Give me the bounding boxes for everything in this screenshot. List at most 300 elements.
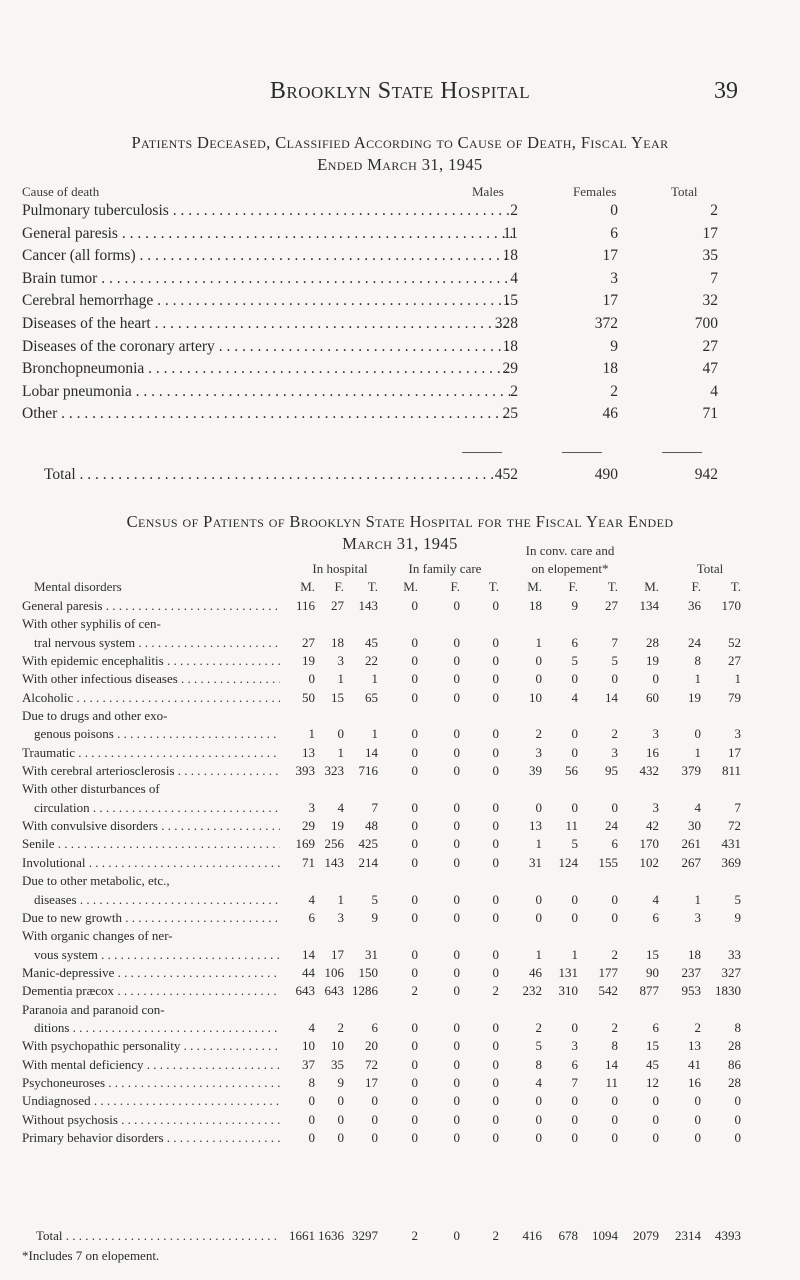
census-value: 134 [639,598,659,613]
cause-label: Other . . . [22,405,512,423]
census-value: 0 [453,964,460,980]
total-value: 71 [702,405,718,423]
census-value: 5 [611,653,618,669]
census-value: 13 [688,1038,701,1054]
females-value: 17 [602,292,618,310]
disorder-label [22,964,280,982]
females-value: 0 [610,202,618,219]
census-value: 131 [558,964,578,980]
census-value: 0 [453,763,460,779]
census-value: 5 [571,836,578,852]
column-header: T. [367,579,378,594]
census-title-line-1: Census of Patients of Brooklyn State Hospital for the Fiscal Year Ended [126,512,674,531]
census-value: 169 [295,836,315,852]
total-males: 452 [494,466,518,483]
census-value: 10 [529,689,542,705]
census-value: 1 [337,671,344,687]
females-value: 18 [602,360,618,378]
census-value: 0 [411,634,418,650]
census-value: 3 [571,1038,578,1054]
census-value: 0 [453,689,460,705]
census-value: 17 [365,1074,378,1090]
disorder-label [22,1056,280,1074]
census-value: 1 [371,726,378,742]
females-value: 2 [610,382,618,400]
census-value: 310 [558,983,578,999]
census-value: 2 [611,946,618,962]
census-value: 0 [411,891,418,907]
census-value: 6 [571,1056,578,1072]
males-value: 11 [503,224,518,242]
disorder-row [22,909,782,927]
census-value: 5 [371,891,378,907]
census-value: 0 [411,671,418,687]
census-value: 3 [694,909,701,925]
disorder-row [22,854,782,872]
census-value: 811 [721,763,741,779]
total-value: 700 [694,314,718,332]
census-value: 0 [411,836,418,852]
column-header: T. [730,579,741,594]
disorder-label [22,670,280,688]
page-header [0,78,800,118]
males-value: 18 [502,247,518,265]
census-value: 0 [492,634,499,650]
census-value: 0 [411,909,418,925]
disorder-label [22,780,280,817]
census-value: 0 [694,1111,701,1127]
disorder-label-line: Manic-depressive . . . [22,964,280,982]
census-value: 6 [611,836,618,852]
census-value: 0 [492,671,499,687]
disorder-label [22,1092,280,1110]
deaths-table-title [0,132,800,176]
census-value: 2 [492,983,499,999]
header-cause: Cause of death [22,184,100,199]
disorder-label [22,689,280,707]
census-value: 1 [337,744,344,760]
disorder-label [22,744,280,762]
census-value: 124 [558,854,578,870]
disorder-label-line: With other infectious diseases . . . [22,670,280,688]
cause-row [22,202,762,225]
census-value: 0 [411,964,418,980]
census-value: 28 [646,634,659,650]
census-value: 0 [411,744,418,760]
header-mental-disorders: Mental disorders [34,579,122,594]
disorder-label-line: Dementia præcox . . . [22,982,280,1000]
census-value: 19 [331,818,344,834]
census-value: 0 [453,854,460,870]
census-value: 3 [652,726,659,742]
census-value: 36 [688,598,701,613]
census-value: 953 [681,983,701,999]
census-total-value: 416 [522,1228,542,1243]
disorder-label-line: With other disturbances of [22,781,160,797]
census-value: 4 [337,799,344,815]
census-value: 0 [492,854,499,870]
census-value: 15 [331,689,344,705]
disorder-label-line: Senile . . . [22,835,280,853]
census-value: 170 [639,836,659,852]
disorder-row [22,1037,782,1055]
census-value: 71 [302,854,315,870]
census-value: 0 [535,909,542,925]
census-value: 542 [598,983,618,999]
disorder-row [22,1111,782,1129]
cause-label: Diseases of the coronary artery . . . [22,338,512,356]
disorder-label [22,1001,280,1038]
census-value: 19 [302,653,315,669]
census-value: 22 [365,653,378,669]
census-value: 0 [492,946,499,962]
census-value: 27 [331,598,344,613]
disorder-label [22,762,280,780]
census-value: 8 [308,1074,315,1090]
column-header: F. [568,579,578,594]
group-family-care: In family care [408,561,482,576]
census-value: 0 [308,1111,315,1127]
census-value: 0 [571,1019,578,1035]
header-females: Females [573,184,617,199]
disorder-row [22,1001,782,1038]
column-header: F. [450,579,460,594]
disorder-label-line: With organic changes of ner- [22,928,173,944]
census-total-value: 2314 [675,1228,701,1243]
census-value: 0 [571,1111,578,1127]
census-value: 0 [411,818,418,834]
census-value: 0 [308,1129,315,1145]
total-value: 47 [702,360,718,378]
census-value: 18 [331,634,344,650]
disorder-row [22,817,782,835]
disorder-row [22,835,782,853]
census-value: 24 [605,818,618,834]
census-value: 52 [728,634,741,650]
footnote: *Includes 7 on elopement. [22,1248,160,1263]
census-value: 0 [411,689,418,705]
census-value: 0 [492,653,499,669]
group-total: Total [696,561,724,576]
males-value: 2 [510,382,518,400]
census-value: 0 [492,689,499,705]
census-value: 0 [652,671,659,687]
deaths-table-header [22,184,762,202]
census-value: 431 [721,836,741,852]
census-value: 1 [694,671,701,687]
disorder-row [22,615,782,652]
census-value: 27 [302,634,315,650]
census-value: 14 [605,689,618,705]
total-value: 2 [710,202,718,219]
total-value: 32 [702,292,718,310]
cause-row [22,405,762,428]
cause-row [22,338,762,361]
disorder-label-line: Undiagnosed . . . [22,1092,280,1110]
census-total-label: Total . . . [36,1228,276,1244]
column-header: M. [527,579,542,594]
census-value: 0 [411,1074,418,1090]
census-value: 72 [365,1056,378,1072]
census-value: 19 [646,653,659,669]
census-value: 4 [571,689,578,705]
cause-row [22,270,762,293]
disorder-label-line: With mental deficiency . . . [22,1056,280,1074]
census-value: 0 [571,799,578,815]
disorder-label [22,1129,280,1147]
males-value: 2 [510,202,518,219]
census-subheader [22,579,782,597]
census-value: 6 [652,909,659,925]
census-value: 0 [453,653,460,669]
disorder-label-line: Due to new growth . . . [22,909,280,927]
disorder-row [22,964,782,982]
census-value: 0 [571,1129,578,1145]
census-value: 20 [365,1038,378,1054]
disorder-row [22,689,782,707]
census-value: 0 [411,763,418,779]
census-value: 2 [611,1019,618,1035]
column-header: T. [607,579,618,594]
disorder-label-line: ditions . . . [22,1019,280,1037]
disorder-label [22,909,280,927]
census-value: 0 [411,726,418,742]
census-value: 0 [611,799,618,815]
census-value: 116 [295,598,315,613]
census-value: 0 [411,1019,418,1035]
census-value: 3 [337,909,344,925]
rule-total [662,452,702,453]
census-value: 0 [492,818,499,834]
census-value: 13 [529,818,542,834]
census-value: 5 [571,653,578,669]
census-value: 19 [688,689,701,705]
census-value: 0 [308,1093,315,1109]
census-value: 0 [371,1093,378,1109]
census-value: 432 [639,763,659,779]
column-header: T. [488,579,499,594]
disorder-label [22,872,280,909]
census-value: 0 [492,891,499,907]
census-value: 13 [302,744,315,760]
census-value: 1 [571,946,578,962]
census-value: 44 [302,964,315,980]
census-value: 72 [728,818,741,834]
total-all: 942 [694,466,718,483]
census-value: 2 [337,1019,344,1035]
disorder-label-line: Paranoia and paranoid con- [22,1001,165,1017]
column-header: M. [644,579,659,594]
census-value: 150 [358,964,378,980]
disorder-label-line: diseases . . . [22,891,280,909]
census-value: 10 [331,1038,344,1054]
census-value: 3 [734,726,741,742]
census-value: 0 [571,671,578,687]
census-value: 0 [411,1129,418,1145]
cause-row [22,292,762,315]
census-value: 27 [728,653,741,669]
census-value: 30 [688,818,701,834]
disorder-label-line: Due to drugs and other exo- [22,708,168,724]
census-value: 0 [453,836,460,852]
census-value: 0 [492,1129,499,1145]
census-value: 33 [728,946,741,962]
census-table-title [0,511,800,555]
disorder-label-line: With epidemic encephalitis . . . [22,652,280,670]
census-value: 0 [492,744,499,760]
census-value: 2 [411,983,418,999]
disorder-row [22,1074,782,1092]
census-total-value: 2 [492,1228,499,1243]
census-value: 327 [721,964,741,980]
census-total-value: 0 [453,1228,460,1243]
census-value: 15 [646,946,659,962]
census-value: 0 [453,1111,460,1127]
census-table [22,597,782,1147]
census-value: 10 [302,1038,315,1054]
census-value: 16 [646,744,659,760]
disorder-label-line: Without psychosis . . . [22,1111,280,1129]
census-value: 1 [694,744,701,760]
disorder-label-line: Alcoholic . . . [22,689,280,707]
cause-label: Cancer (all forms) . . . [22,247,512,265]
disorder-label-line: Traumatic . . . [22,744,280,762]
disorder-label-line: Primary behavior disorders . . . [22,1129,280,1147]
disorder-row [22,927,782,964]
rule-males [462,452,502,453]
census-value: 79 [728,689,741,705]
census-value: 6 [308,909,315,925]
census-value: 37 [302,1056,315,1072]
cause-label: Bronchopneumonia . . . [22,360,512,378]
census-value: 2 [535,1019,542,1035]
disorder-label-line: vous system . . . [22,946,280,964]
census-value: 86 [728,1056,741,1072]
disorder-row [22,1092,782,1110]
census-value: 6 [571,634,578,650]
females-value: 46 [602,405,618,423]
total-value: 4 [710,382,718,400]
disorder-label [22,927,280,964]
disorder-row [22,1129,782,1147]
census-value: 0 [492,1038,499,1054]
disorder-row [22,762,782,780]
census-value: 8 [694,653,701,669]
census-value: 379 [681,763,701,779]
census-value: 3 [535,744,542,760]
census-value: 4 [308,891,315,907]
census-value: 14 [605,1056,618,1072]
census-value: 0 [734,1093,741,1109]
census-value: 7 [611,634,618,650]
census-value: 0 [492,964,499,980]
census-value: 8 [611,1038,618,1054]
census-value: 90 [646,964,659,980]
census-value: 0 [734,1111,741,1127]
cause-row [22,247,762,270]
census-value: 0 [611,891,618,907]
census-value: 177 [598,964,618,980]
census-value: 155 [598,854,618,870]
census-value: 4 [652,891,659,907]
disorder-row [22,670,782,688]
census-value: 0 [694,1093,701,1109]
census-value: 16 [688,1074,701,1090]
males-value: 29 [502,360,518,378]
total-females: 490 [594,466,618,483]
census-value: 28 [728,1074,741,1090]
census-value: 0 [535,799,542,815]
census-value: 65 [365,689,378,705]
disorder-label-line: With cerebral arteriosclerosis . . . [22,762,280,780]
disorder-label-line: With psychopathic personality . . . [22,1037,280,1055]
census-value: 0 [411,1056,418,1072]
disorder-label [22,707,280,744]
census-value: 0 [571,891,578,907]
census-total-value: 2079 [633,1228,659,1243]
census-value: 0 [611,1093,618,1109]
column-header: M. [300,579,315,594]
census-value: 0 [411,598,418,613]
cause-label: General paresis . . . [22,225,512,243]
census-total-value: 4393 [715,1228,741,1243]
census-value: 6 [652,1019,659,1035]
census-value: 1 [694,891,701,907]
census-total-value: 3297 [352,1228,378,1243]
females-value: 9 [610,337,618,355]
disorder-label [22,854,280,872]
census-value: 17 [728,744,741,760]
census-value: 0 [694,1129,701,1145]
census-value: 46 [529,964,542,980]
census-value: 0 [453,946,460,962]
census-value: 425 [358,836,378,852]
census-value: 50 [302,689,315,705]
disorder-label-line: genous poisons . . . [22,725,280,743]
census-value: 0 [492,1093,499,1109]
disorder-label [22,817,280,835]
census-value: 0 [571,909,578,925]
column-header: F. [334,579,344,594]
census-value: 39 [529,763,542,779]
census-value: 0 [492,1111,499,1127]
census-value: 56 [565,763,578,779]
census-total-value: 1636 [318,1228,344,1243]
census-value: 7 [734,799,741,815]
running-title: Brooklyn State Hospital [269,78,531,104]
column-header: M. [403,579,418,594]
census-value: 7 [571,1074,578,1090]
females-value: 17 [602,247,618,265]
census-value: 1 [308,726,315,742]
header-males: Males [472,184,504,199]
census-value: 237 [681,964,701,980]
census-value: 1 [734,671,741,687]
census-total-row [22,1228,782,1246]
census-value: 0 [734,1129,741,1145]
rule-females [562,452,602,453]
census-value: 0 [492,726,499,742]
census-value: 0 [492,1056,499,1072]
census-value: 0 [652,1129,659,1145]
census-value: 3 [652,799,659,815]
cause-row [22,383,762,406]
census-value: 0 [611,1129,618,1145]
census-value: 0 [411,1038,418,1054]
census-value: 0 [337,1093,344,1109]
census-value: 2 [611,726,618,742]
cause-row [22,360,762,383]
